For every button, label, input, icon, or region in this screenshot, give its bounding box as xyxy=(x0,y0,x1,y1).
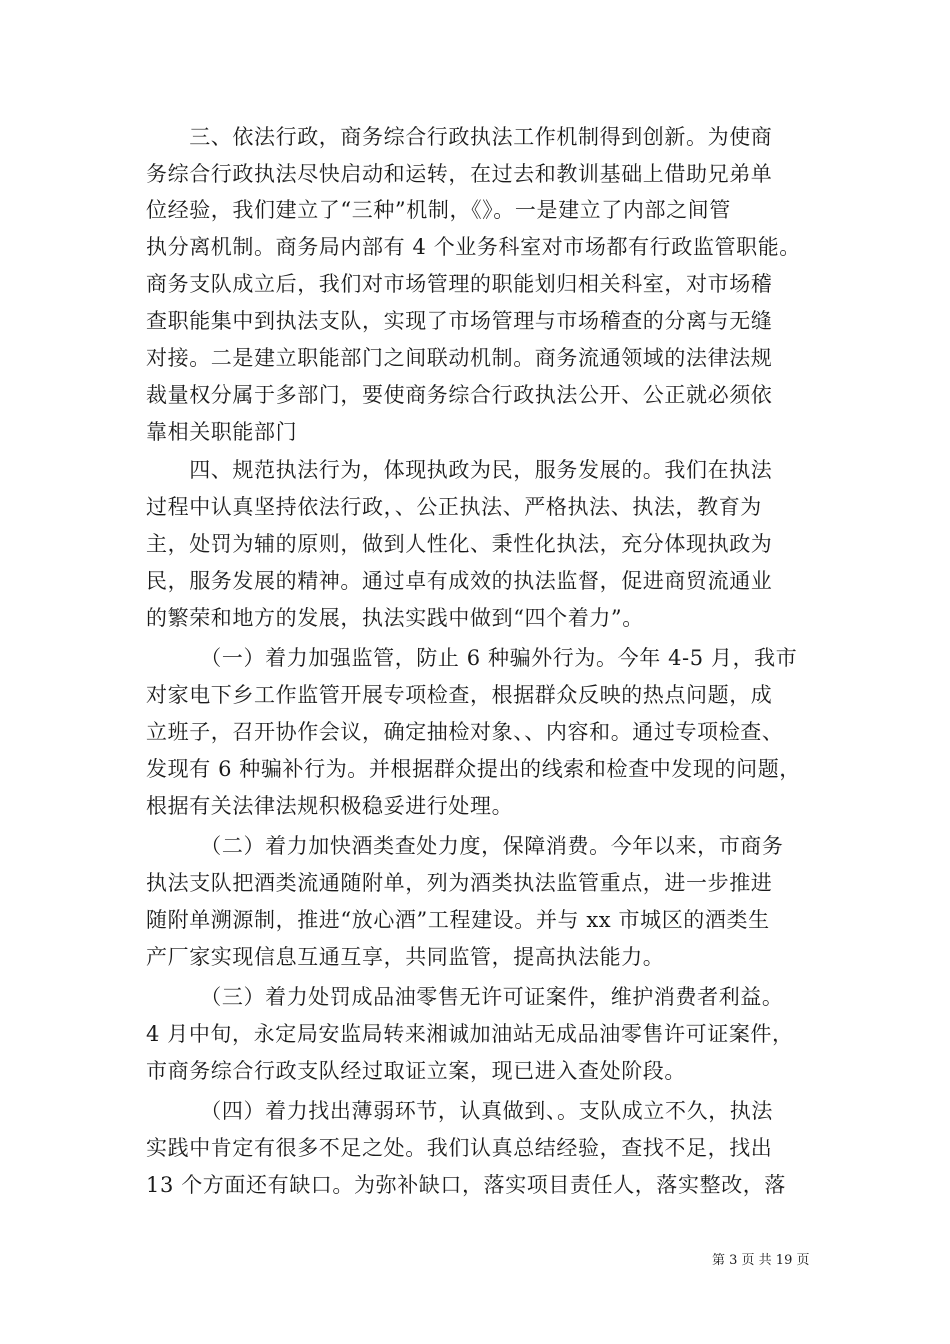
paragraph-line: 对家电下乡工作监管开展专项检查，根据群众反映的热点问题，成 xyxy=(146,683,773,707)
paragraph-line: 主，处罚为辅的原则，做到人性化、秉性化执法，充分体现执政为 xyxy=(146,532,773,556)
paragraph-line: 三、依法行政，商务综合行政执法工作机制得到创新。为使商 xyxy=(146,125,773,149)
paragraph-line: 市商务综合行政支队经过取证立案，现已进入查处阶段。 xyxy=(146,1059,686,1083)
paragraph-line: （三）着力处罚成品油零售无许可证案件，维护消费者利益。 xyxy=(146,985,784,1009)
paragraph-line: 靠相关职能部门 xyxy=(146,420,298,444)
paragraph-line: 立班子，召开协作会议，确定抽检对象、、内容和。通过专项检查、 xyxy=(146,720,784,744)
paragraph-line: 13 个方面还有缺口。为弥补缺口，落实项目责任人，落实整改，落 xyxy=(146,1173,786,1197)
paragraph-line: 的繁荣和地方的发展，执法实践中做到“四个着力”。 xyxy=(146,606,644,630)
paragraph-line: 产厂家实现信息互通互享，共同监管，提高执法能力。 xyxy=(146,945,665,969)
paragraph-line: （一）着力加强监管，防止 6 种骗外行为。今年 4-5 月，我市 xyxy=(146,646,798,670)
paragraph-line: 根据有关法律法规积极稳妥进行处理。 xyxy=(146,794,514,818)
paragraph-line: 执法支队把酒类流通随附单，列为酒类执法监管重点，进一步推进 xyxy=(146,871,773,895)
paragraph-line: 过程中认真坚持依法行政，、公正执法、严格执法、执法，教育为 xyxy=(146,495,762,519)
paragraph-line: 随附单溯源制，推进“放心酒”工程建设。并与 xx 市城区的酒类生 xyxy=(146,908,770,932)
paragraph-line: 裁量权分属于多部门，要使商务综合行政执法公开、公正就必须依 xyxy=(146,383,773,407)
paragraph-line: 务综合行政执法尽快启动和运转，在过去和教训基础上借助兄弟单 xyxy=(146,162,773,186)
paragraph-line: 位经验，我们建立了“三种”机制，《》。一是建立了内部之间管 xyxy=(146,198,731,222)
page-number: 第 3 页 共 19 页 xyxy=(712,1253,810,1268)
paragraph-line: 实践中肯定有很多不足之处。我们认真总结经验，查找不足，找出 xyxy=(146,1136,773,1160)
paragraph-line: 民，服务发展的精神。通过卓有成效的执法监督，促进商贸流通业 xyxy=(146,569,773,593)
paragraph-line: 4 月中旬，永定局安监局转来湘诚加油站无成品油零售许可证案件， xyxy=(146,1022,794,1046)
paragraph-line: 发现有 6 种骗补行为。并根据群众提出的线索和检查中发现的问题， xyxy=(146,757,801,781)
paragraph-line: 执分离机制。商务局内部有 4 个业务科室对市场都有行政监管职能。 xyxy=(146,235,801,259)
paragraph-line: （二）着力加快酒类查处力度，保障消费。今年以来，市商务 xyxy=(146,834,784,858)
paragraph-line: 商务支队成立后，我们对市场管理的职能划归相关科室，对市场稽 xyxy=(146,272,773,296)
paragraph-line: 四、规范执法行为，体现执政为民，服务发展的。我们在执法 xyxy=(146,458,773,482)
paragraph-line: 对接。二是建立职能部门之间联动机制。商务流通领域的法律法规 xyxy=(146,346,773,370)
paragraph-line: （四）着力找出薄弱环节，认真做到、。支队成立不久，执法 xyxy=(146,1099,773,1123)
paragraph-line: 查职能集中到执法支队，实现了市场管理与市场稽查的分离与无缝 xyxy=(146,309,773,333)
